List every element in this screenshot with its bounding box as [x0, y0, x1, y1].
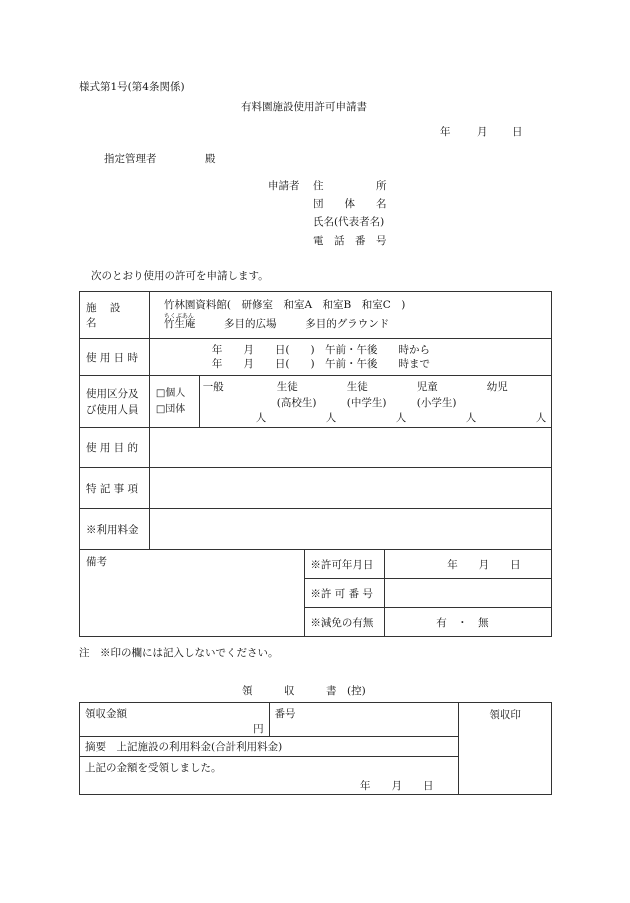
datetime-field[interactable] [149, 339, 551, 376]
intro-text: 次のとおり使用の許可を申請します。 [91, 270, 269, 282]
applicant-name[interactable]: 氏名(代表者名) [313, 216, 385, 228]
received-cell [80, 757, 459, 795]
unit-es: 人 [465, 412, 477, 424]
category-label: 使用区分及 び使用人員 [80, 376, 150, 428]
stamp-label: 領収印 [489, 709, 521, 721]
date-day[interactable]: 日 [512, 126, 523, 138]
group-checkbox[interactable]: □団体 [155, 403, 186, 415]
applicant-phone[interactable]: 電 話 番 号 [313, 235, 387, 247]
cat-child-note: (小学生) [416, 397, 457, 409]
facility-line1[interactable]: 竹林園資料館( 研修室 和室A 和室B 和室C ) [163, 299, 406, 311]
datetime-label: 使 用 日 時 [80, 339, 150, 376]
cat-student-ms: 生徒 [346, 381, 368, 393]
facility-plaza[interactable]: 多目的広場 [224, 318, 277, 330]
permit-date-label: ※許可年月日 [305, 550, 385, 579]
purpose-label: 使 用 目 的 [80, 428, 150, 468]
application-table [79, 291, 552, 637]
permit-date-value: 年 月 日 [385, 550, 552, 579]
applicant-type[interactable] [149, 376, 199, 428]
applicant-group[interactable]: 団 体 名 [313, 198, 387, 210]
date-year[interactable]: 年 [440, 126, 451, 138]
cat-infant: 幼児 [486, 381, 508, 393]
datetime-to[interactable]: 年 月 日( ) 午前・午後 時まで [211, 358, 431, 370]
unit-hs: 人 [325, 412, 337, 424]
receipt-date[interactable]: 年 月 日 [360, 780, 434, 792]
remarks-label: 備考 [86, 556, 107, 568]
honorific: 殿 [205, 153, 216, 165]
cat-general: 一般 [202, 381, 224, 393]
headcount-field[interactable] [199, 376, 551, 428]
page-title: 有料園施設使用許可申請書 [241, 101, 367, 113]
facility-chikubuan[interactable]: 竹生庵 [163, 318, 196, 330]
notes-row [80, 468, 552, 509]
unit-ms: 人 [395, 412, 407, 424]
unit-general: 人 [255, 412, 267, 424]
amount-label: 領収金額 [85, 708, 127, 720]
remarks-row-1 [80, 550, 552, 579]
cat-student-ms-note: (中学生) [346, 397, 387, 409]
stamp-cell [459, 703, 552, 795]
exemption-label: ※減免の有無 [305, 608, 385, 637]
datetime-from[interactable]: 年 月 日( ) 午前・午後 時から [211, 344, 431, 356]
form-number: 様式第1号(第4条関係) [79, 81, 185, 93]
received-text: 上記の金額を受領しました。 [85, 762, 222, 774]
receipt-table [79, 702, 552, 795]
number-cell[interactable] [269, 703, 459, 737]
receipt-title: 領 収 書 (控) [242, 685, 366, 697]
facility-row [80, 292, 552, 339]
facility-label: 施 設 名 [80, 292, 150, 339]
notes-label: 特 記 事 項 [80, 468, 150, 509]
unit-infant: 人 [535, 412, 547, 424]
facility-ground[interactable]: 多目的グラウンド [305, 318, 390, 330]
amount-cell[interactable] [80, 703, 270, 737]
purpose-field[interactable] [149, 428, 551, 468]
category-row [80, 376, 552, 428]
addressee: 指定管理者 [104, 153, 157, 165]
fee-field [149, 509, 551, 550]
cat-student-hs: 生徒 [276, 381, 298, 393]
remarks-field[interactable] [80, 550, 305, 637]
fee-label: ※利用料金 [80, 509, 150, 550]
number-label: 番号 [274, 708, 296, 720]
notes-field[interactable] [149, 468, 551, 509]
facility-ruby: ちくぶあん [163, 313, 194, 320]
cat-student-hs-note: (高校生) [276, 397, 317, 409]
cat-child: 児童 [416, 381, 438, 393]
applicant-address[interactable]: 住 所 [313, 180, 387, 192]
facility-options[interactable] [149, 292, 551, 339]
individual-checkbox[interactable]: □個人 [155, 387, 186, 399]
fee-row [80, 509, 552, 550]
permit-number-value [385, 579, 552, 608]
datetime-row [80, 339, 552, 376]
permit-number-label: ※許 可 番 号 [305, 579, 385, 608]
date-month[interactable]: 月 [477, 126, 488, 138]
applicant-label: 申請者 [268, 180, 300, 192]
exemption-value: 有 ・ 無 [385, 608, 552, 637]
footnote: 注 ※印の欄には記入しないでください。 [79, 647, 279, 659]
yen-unit: 円 [253, 723, 264, 735]
summary-text: 摘要 上記施設の利用料金(合計利用料金) [80, 737, 459, 757]
purpose-row [80, 428, 552, 468]
